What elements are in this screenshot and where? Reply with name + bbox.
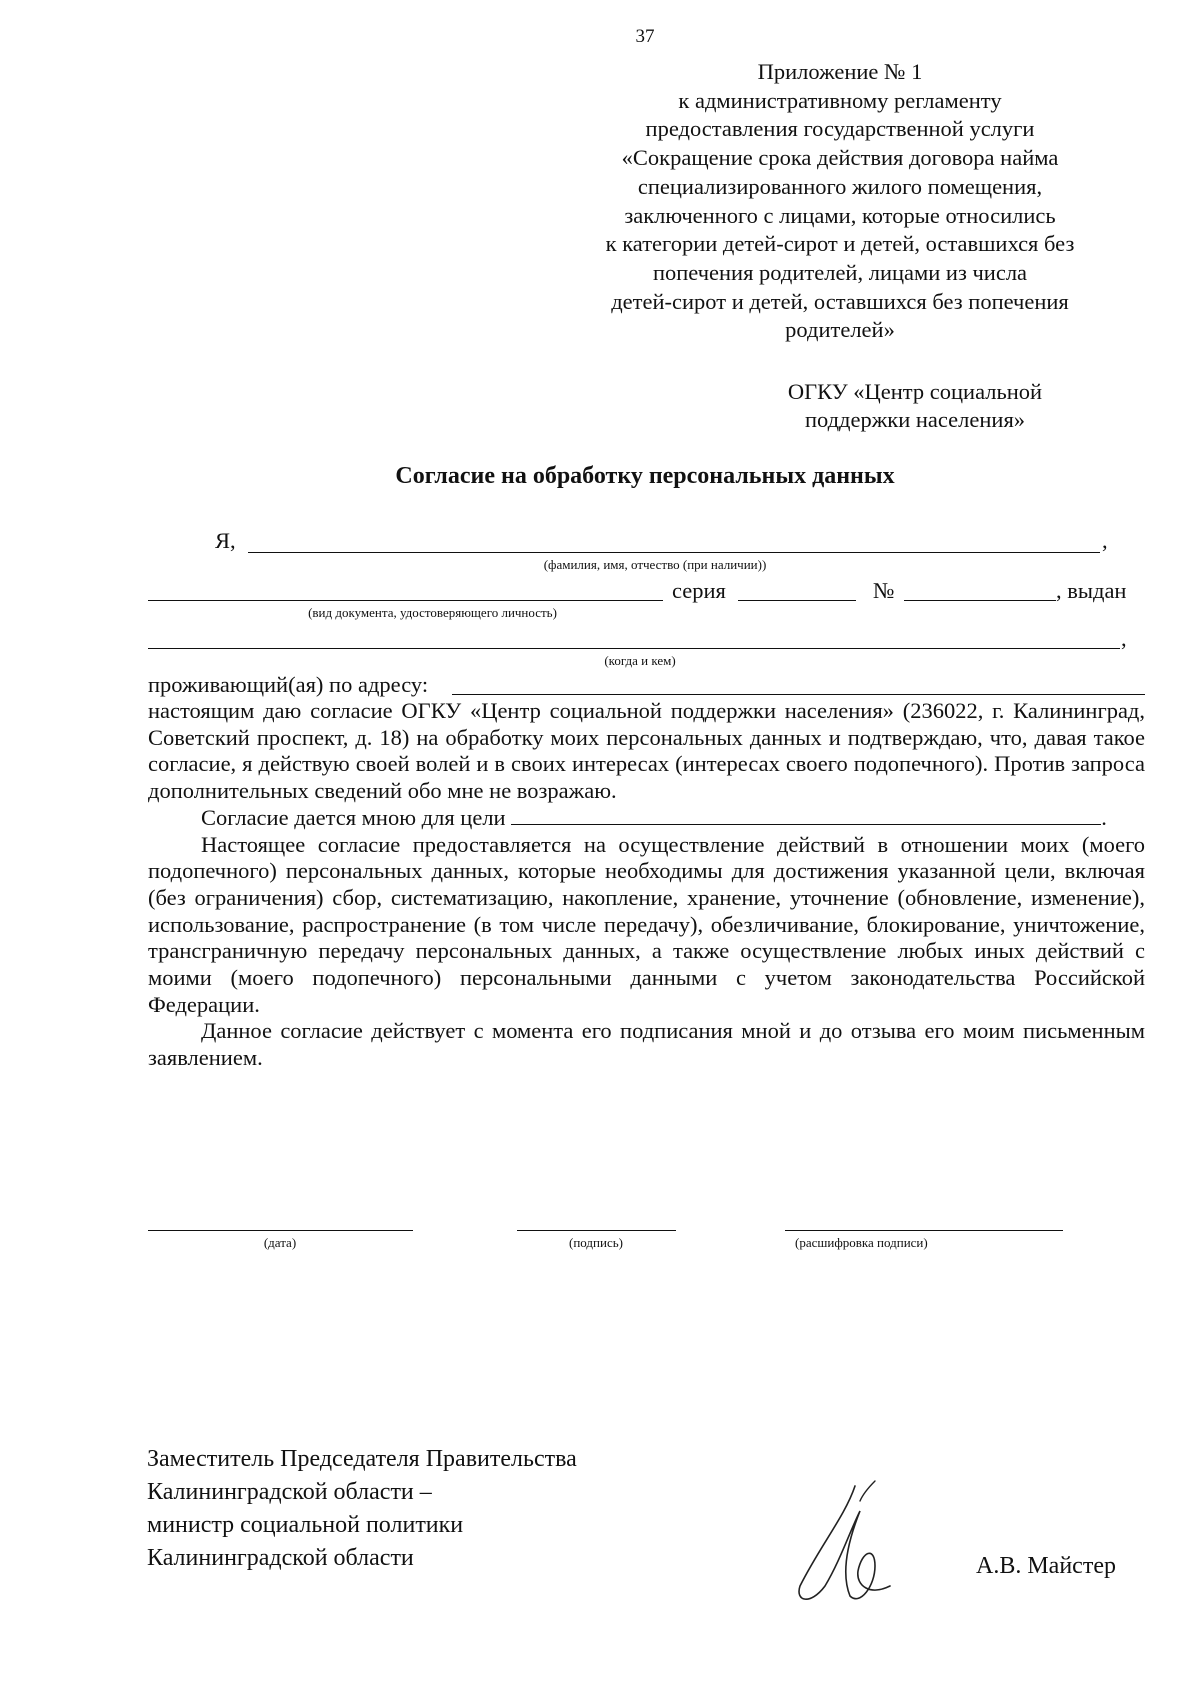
- appendix-line: Приложение № 1: [757, 59, 923, 84]
- document-title: Согласие на обработку персональных данных: [395, 463, 895, 489]
- appendix-line: детей-сирот и детей, оставшихся без попечения: [611, 288, 1069, 314]
- organization-line-1: ОГКУ «Центр социальной: [787, 379, 1043, 404]
- issued-by-caption: (когда и кем): [604, 653, 676, 668]
- appendix-line: родителей»: [785, 317, 895, 343]
- full-name-caption: (фамилия, имя, отчество (при наличии)): [543, 557, 767, 572]
- document-type-caption: (вид документа, удостоверяющего личность): [308, 605, 557, 620]
- signer-position-line-2: Калининградской области –: [147, 1479, 432, 1505]
- document-type-field[interactable]: [148, 600, 663, 601]
- purpose-line: [148, 805, 1145, 832]
- signer-name: А.В. Майстер: [976, 1553, 1116, 1579]
- signer-position-line-1: Заместитель Председателя Правительства: [147, 1446, 577, 1472]
- series-label: серия: [672, 578, 726, 603]
- organization-line-2: поддержки населения»: [804, 407, 1026, 432]
- signature-decoding-caption: (расшифровка подписи): [795, 1235, 928, 1250]
- signature-caption: (подпись): [569, 1235, 623, 1250]
- number-label: №: [873, 578, 895, 603]
- full-name-field[interactable]: [248, 552, 1100, 553]
- consent-body: [148, 698, 1145, 1072]
- address-field[interactable]: [452, 694, 1145, 695]
- i-label: Я,: [215, 528, 236, 553]
- appendix-line: «Сокращение срока действия договора найма: [621, 145, 1059, 171]
- appendix-line: попечения родителей, лицами из числа: [652, 259, 1028, 285]
- purpose-label: Согласие дается мною для цели: [201, 804, 506, 830]
- consent-paragraph-1: настоящим даю согласие ОГКУ «Центр социальной поддержки населения» (236022, г. Калининград, Советский проспект, д. 18) на обработку моих персональных данных и подтверждаю, что, давая такое согласие, я действую своей волей и в своих интересах (интересах своего подопечного). Против запроса дополнительных сведений обо мне не возражаю.: [148, 698, 1145, 804]
- issued-by-field[interactable]: [148, 648, 1120, 649]
- appendix-line: специализированного жилого помещения,: [637, 173, 1043, 199]
- name-comma: ,: [1102, 528, 1108, 553]
- series-field[interactable]: [738, 600, 856, 601]
- issued-comma: ,: [1121, 626, 1127, 651]
- signer-block: [147, 1443, 577, 1575]
- consent-paragraph-3: Данное согласие действует с момента его подписания мной и до отзыва его моим письменным заявлением.: [148, 1018, 1145, 1071]
- appendix-line: к категории детей-сирот и детей, оставшихся без: [605, 231, 1075, 257]
- number-field[interactable]: [904, 600, 1056, 601]
- consent-paragraph-2: Настоящее согласие предоставляется на осуществление действий в отношении моих (моего подопечного) персональных данных, которые необходимы для достижения указанной цели, включая (без ограничения) сбор, систематизацию, накопление, хранение, уточнение (обновление, изменение), использование, распространение (в том числе передачу), обезличивание, блокирование, уничтожение, трансграничную передачу персональных данных, а также осуществление любых иных действий с моими (моего подопечного) персональными данными с учетом законодательства Российской Федерации.: [148, 831, 1145, 1017]
- page-number: 37: [635, 26, 655, 47]
- appendix-header: [567, 58, 1113, 345]
- signer-position-line-4: Калининградской области: [147, 1545, 414, 1571]
- address-label: проживающий(ая) по адресу:: [148, 672, 429, 697]
- signature-field[interactable]: [517, 1230, 676, 1231]
- date-field[interactable]: [148, 1230, 413, 1231]
- appendix-line: предоставления государственной услуги: [645, 116, 1035, 142]
- appendix-line: к административному регламенту: [678, 87, 1002, 113]
- organization-addressee: [760, 378, 1070, 434]
- handwritten-signature: [780, 1476, 920, 1616]
- purpose-field[interactable]: [511, 806, 1101, 825]
- date-caption: (дата): [263, 1235, 297, 1250]
- signer-position-line-3: министр социальной политики: [147, 1512, 464, 1538]
- appendix-line: заключенного с лицами, которые относились: [624, 202, 1056, 228]
- issued-label: , выдан: [1056, 578, 1127, 603]
- purpose-period: .: [1101, 804, 1107, 830]
- signature-decoding-field[interactable]: [785, 1230, 1063, 1231]
